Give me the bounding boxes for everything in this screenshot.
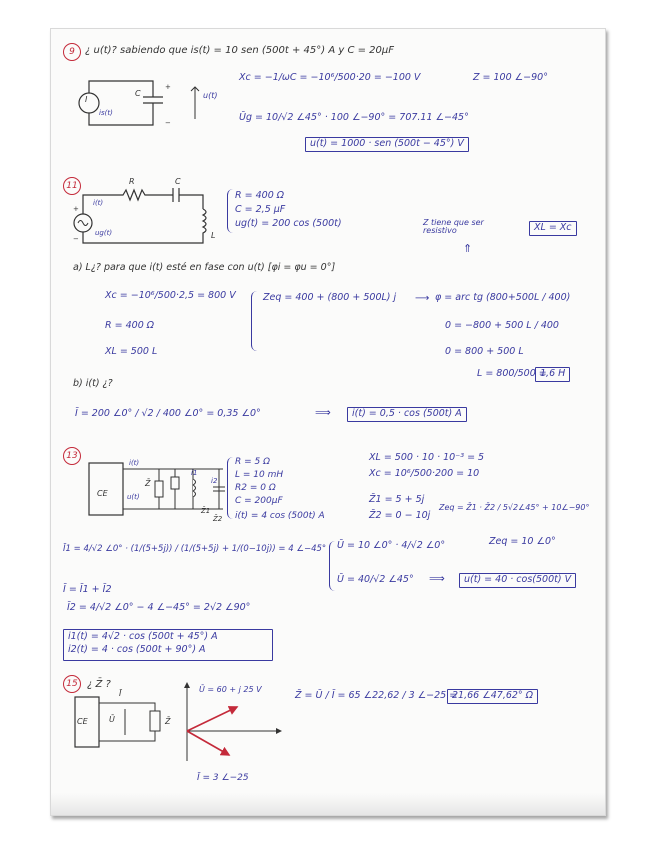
problem-13-u-result: u(t) = 40 · cos(500t) V <box>459 573 576 588</box>
problem-9-question: ¿ u(t)? sabiendo que is(t) = 10 sen (500t + 45°) A y C = 20μF <box>85 45 395 56</box>
problem-11-note-formula: XL = Xc <box>529 221 577 236</box>
problem-13-given-r: R = 5 Ω <box>235 457 270 467</box>
problem-9-circuit <box>75 73 225 133</box>
problem-13-given-i: i(t) = 4 cos (500t) A <box>235 511 325 521</box>
problem-13-u-brace <box>329 541 336 591</box>
problem-15-question: ¿ Z̄ ? <box>87 679 111 690</box>
problem-11-i-label: i(t) <box>93 199 104 207</box>
problem-15-z-label: Z̄ <box>165 717 171 726</box>
problem-11-implies-arrow: ⟶ <box>415 293 430 304</box>
problem-11-phi: φ = arc tg (800+500L / 400) <box>435 292 571 303</box>
problem-11-plus: + <box>73 205 79 213</box>
problem-13-result-1: i1(t) = 4√2 · cos (500t + 45°) A <box>68 631 218 642</box>
problem-9-u-label: u(t) <box>203 91 218 100</box>
problem-15-z-calc: Z̄ = Ū / Ī = 65 ∠22,62 / 3 ∠−25 = <box>295 690 458 701</box>
problem-11-note-arrow: ⇑ <box>463 242 473 255</box>
problem-13-given-c: C = 200μF <box>235 496 283 506</box>
problem-9-xc: Xc = −1/ωC = −10⁶/500·20 = −100 V <box>239 72 421 83</box>
problem-13-given-r2: R2 = 0 Ω <box>235 483 276 493</box>
problem-11-xc: Xc = −10⁶/500·2,5 = 800 V <box>105 290 236 301</box>
problem-11-brace <box>227 189 234 233</box>
problem-13-i1-label: i1 <box>191 469 198 477</box>
problem-15-number: 15 <box>63 675 81 693</box>
problem-13-i2: Ī2 = 4/√2 ∠0° − 4 ∠−45° = 2√2 ∠90° <box>67 602 251 613</box>
problem-11-c-label: C <box>175 177 181 186</box>
problem-13-u-val: Ū = 40/√2 ∠45° <box>337 574 414 585</box>
problem-13-ce: CE <box>97 489 108 498</box>
problem-13-i-label: i(t) <box>129 459 140 467</box>
problem-15-u-label: Ū <box>109 715 115 724</box>
problem-13-number: 13 <box>63 447 81 465</box>
problem-15-u-phasor: Ū = 60 + j 25 V <box>199 685 262 694</box>
problem-11-zeq: Zeq = 400 + (800 + 500L) j <box>263 292 397 303</box>
problem-13-zeq: Zeq = Z̄1 · Z̄2 / 5√2∠45° + 10∠−90° <box>439 503 590 512</box>
problem-15-i-label: Ī <box>119 689 122 698</box>
problem-13-given-brace <box>227 457 234 519</box>
problem-9-minus: − <box>165 119 171 127</box>
problem-11-r: R = 400 Ω <box>105 320 155 331</box>
problem-11-note: Z tiene que ser resistivo <box>423 218 484 236</box>
problem-13-z2-label: Z̄2 <box>213 515 223 523</box>
problem-13-z2: Z̄2 = 0 − 10j <box>369 510 431 521</box>
problem-13-u-calc: Ū = 10 ∠0° · 4/√2 ∠0° <box>337 540 446 551</box>
page-bottom-shadow <box>51 793 605 815</box>
problem-11-i-calc: Ī = 200 ∠0° / √2 / 400 ∠0° = 0,35 ∠0° <box>75 408 261 419</box>
problem-15-z-result: 21,66 ∠47,62° Ω <box>447 689 538 704</box>
problem-13-xl: XL = 500 · 10 · 10⁻³ = 5 <box>369 452 485 463</box>
problem-11-circuit <box>69 187 229 249</box>
problem-11-l-result: 1,6 H <box>535 367 570 382</box>
problem-9-plus: + <box>165 83 171 91</box>
problem-13-z1: Z̄1 = 5 + 5j <box>369 494 425 505</box>
problem-11-given-c: C = 2,5 μF <box>235 204 286 215</box>
problem-13-i1: Ī1 = 4/√2 ∠0° · (1/(5+5j)) / (1/(5+5j) + 1/(0−10j)) = 4 ∠−45° <box>63 544 327 554</box>
problem-11-result-arrow: ⟹ <box>315 406 331 419</box>
problem-9-z: Z = 100 ∠−90° <box>473 72 548 83</box>
problem-13-result-arrow: ⟹ <box>429 572 445 585</box>
problem-13-z-label: Z̄ <box>145 479 151 488</box>
problem-13-given-l: L = 10 mH <box>235 470 284 480</box>
notebook-page <box>50 28 606 816</box>
problem-11-number: 11 <box>63 177 81 195</box>
problem-11-l-label: L <box>211 231 216 240</box>
problem-9-c-label: C <box>135 89 141 98</box>
problem-11-part-b: b) i(t) ¿? <box>73 378 113 389</box>
problem-15-ce: CE <box>77 717 88 726</box>
problem-13-xc: Xc = 10⁶/500·200 = 10 <box>369 468 480 479</box>
problem-11-ug-label: ug(t) <box>95 229 113 237</box>
problem-13-result-2: i2(t) = 4 · cos (500t + 90°) A <box>68 643 206 655</box>
problem-9-source-label: I <box>85 95 88 104</box>
problem-15-circuit <box>73 689 173 753</box>
problem-11-r-label: R <box>129 177 135 186</box>
problem-13-zeq-val: Zeq = 10 ∠0° <box>489 536 556 547</box>
problem-11-eq1: 0 = −800 + 500 L / 400 <box>445 320 559 331</box>
problem-13-sum: Ī = Ī1 + Ī2 <box>63 584 112 595</box>
problem-13-i2-label: i2 <box>211 477 218 485</box>
problem-11-given-ug: ug(t) = 200 cos (500t) <box>235 218 342 229</box>
problem-9-number: 9 <box>63 43 81 61</box>
problem-15-i-phasor: Ī = 3 ∠−25 <box>197 773 249 783</box>
problem-11-eq2: 0 = 800 + 500 L <box>445 346 524 357</box>
problem-11-eq3: L = 800/500 = <box>477 368 547 379</box>
problem-11-part-a: a) L¿? para que i(t) esté en fase con u(t) [φi = φu = 0°] <box>73 262 336 273</box>
problem-11-system-brace <box>251 291 258 351</box>
problem-13-results-box <box>63 629 273 661</box>
problem-11-i-result: i(t) = 0,5 · cos (500t) A <box>347 407 467 422</box>
problem-9-result: u(t) = 1000 · sen (500t − 45°) V <box>305 137 469 152</box>
problem-13-z1-label: Z̄1 <box>201 507 211 515</box>
problem-11-given-r: R = 400 Ω <box>235 190 285 201</box>
problem-9-is-label: is(t) <box>99 109 113 117</box>
problem-11-xl: XL = 500 L <box>105 346 158 357</box>
problem-9-ug: Ūg = 10/√2 ∠45° · 100 ∠−90° = 707.11 ∠−45° <box>239 112 469 123</box>
problem-13-u-label: u(t) <box>127 493 140 501</box>
problem-11-minus: − <box>73 235 79 243</box>
